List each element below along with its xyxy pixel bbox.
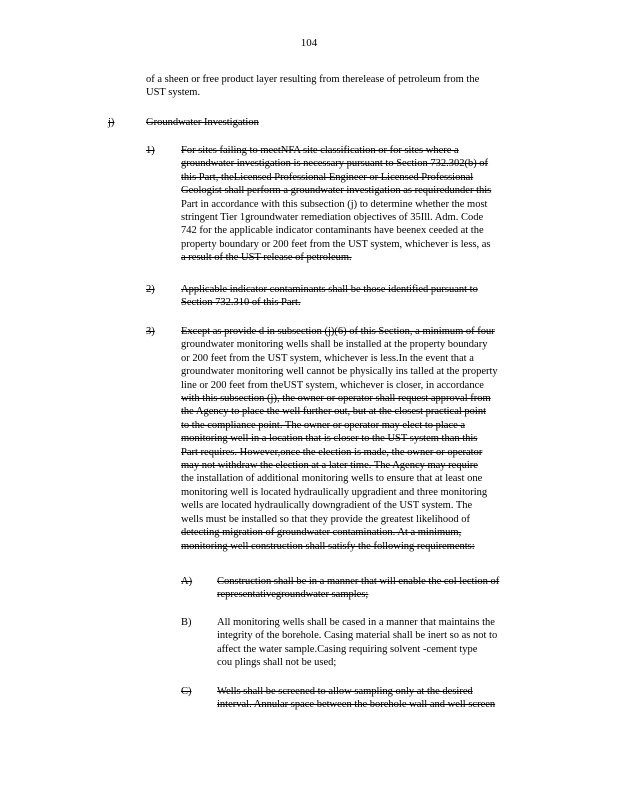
item-2-text [181, 283, 537, 310]
text-line: property boundary or 200 feet from the UST system, whichever is less, as [181, 238, 491, 250]
text-line: to the compliance point. The owner or operator may elect to place a [181, 419, 466, 431]
text-line: Wells shall be screened to allow sampling only at the desired [217, 686, 473, 697]
subitem-c-text [217, 685, 537, 712]
section-j-marker: j) [108, 117, 115, 128]
text-line: 742 for the applicable indicator contaminants have beenex ceeded at the [181, 225, 484, 237]
item-1-text [181, 144, 537, 265]
text-line: interval. Annular space between the borehole wall and well screen [217, 699, 496, 711]
text-line: monitoring well construction shall satisfy the following requirements: [181, 540, 475, 552]
text-line: the Agency to place the well further out, but at the closest practical point [181, 406, 486, 418]
text-line: Part in accordance with this subsection (j) to determine whether the most [181, 198, 488, 210]
item-3-marker: 3) [146, 326, 155, 337]
text-line: groundwater monitoring wells shall be installed at the property boundary [181, 339, 488, 351]
text-line: stringent Tier 1groundwater remediation objectives of 35Ill. Adm. Code [181, 212, 484, 224]
text-line: groundwater investigation is necessary pursuant to Section 732.302(b) of [181, 158, 489, 170]
text-line: of a sheen or free product layer resulting from therelease of petroleum from the [146, 74, 480, 85]
text-line: Section 732.310 of this Part. [181, 297, 301, 309]
text-line: cou plings shall not be used; [217, 657, 337, 669]
item-3-text [181, 325, 537, 553]
text-line: affect the water sample.Casing requiring solvent -cement type [217, 643, 478, 655]
text-line: or 200 feet from the UST system, whichever is less.In the event that a [181, 352, 474, 364]
text-line: Except as provide d in subsection (j)(6) of this Section, a minimum of four [181, 326, 495, 337]
page-number: 104 [300, 37, 318, 49]
text-line: Part requires. However,once the election is made, the owner or operator [181, 446, 483, 458]
text-line: Applicable indicator contaminants shall be those identified pursuant to [181, 284, 478, 295]
text-line: may not withdraw the election at a later time. The Agency may require [181, 460, 478, 472]
subitem-b-text [217, 616, 537, 670]
text-line: monitoring well in a location that is closer to the UST system than this [181, 433, 478, 445]
text-line: detecting migration of groundwater contamination. At a minimum, [181, 527, 462, 539]
text-line: All monitoring wells shall be cased in a manner that maintains the [217, 617, 495, 628]
text-line: Geologist shall perform a groundwater investigation as requiredunder this [181, 185, 492, 197]
text-line: the installation of additional monitoring wells to ensure that at least one [181, 473, 483, 485]
item-1-marker: 1) [146, 145, 155, 156]
text-line: wells are located hydraulically downgradient of the UST system. The [181, 500, 473, 512]
text-line: Construction shall be in a manner that will enable the col lection of [217, 576, 500, 587]
text-line: integrity of the borehole. Casing material shall be inert so as not to [217, 630, 498, 642]
intro-paragraph [146, 73, 526, 100]
text-line: monitoring well is located hydraulically upgradient and three monitoring [181, 486, 488, 498]
subitem-a-marker: A) [181, 576, 193, 587]
subitem-c-marker: C) [181, 686, 192, 697]
text-line: representativegroundwater samples; [217, 589, 369, 601]
subitem-b-marker: B) [181, 617, 192, 628]
text-line: groundwater monitoring well cannot be physically ins talled at the property [181, 366, 498, 378]
section-j-title: Groundwater Investigation [146, 117, 259, 128]
text-line: For sites failing to meetNFA site classification or for sites where a [181, 145, 459, 156]
text-line: UST system. [146, 87, 201, 99]
text-line: this Part, theLicensed Professional Engineer or Licensed Professional [181, 171, 474, 183]
subitem-a-text [217, 575, 537, 602]
text-line: with this subsection (j), the owner or operator shall request approval from [181, 393, 491, 405]
item-2-marker: 2) [146, 284, 155, 295]
text-line: line or 200 feet from theUST system, whichever is closer, in accordance [181, 379, 484, 391]
text-line: a result of the UST release of petroleum. [181, 252, 352, 264]
text-line: wells must be installed so that they provide the greatest likelihood of [181, 513, 470, 525]
